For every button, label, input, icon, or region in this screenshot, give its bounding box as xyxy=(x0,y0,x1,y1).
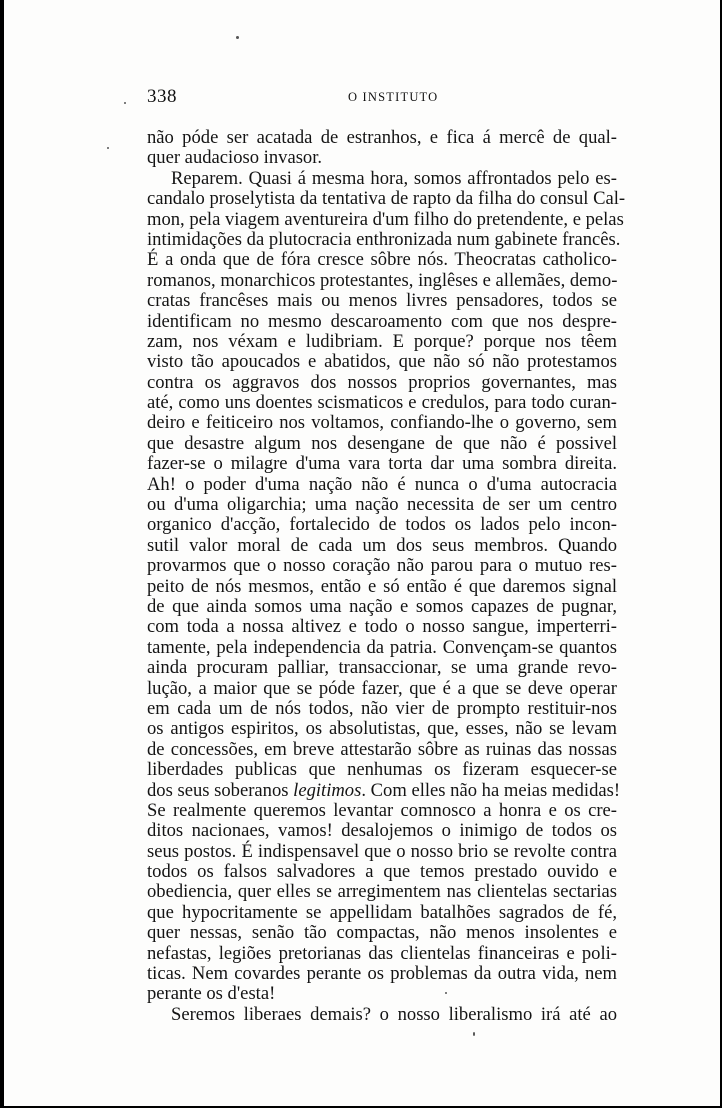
scan-speck xyxy=(445,992,447,994)
text-line: liberdades publicas que nenhumas os fizeram esquecer-se xyxy=(147,759,617,781)
text-line: obediencia, quer elles se arregimentem nas clientelas sectarias xyxy=(147,881,617,903)
text-line: em cada um de nós todos, não vier de prompto restituir-nos xyxy=(147,697,617,719)
text-line: com toda a nossa altivez e todo o nosso sangue, imperterri- xyxy=(147,616,617,638)
text-line: nefastas, legiões pretorianas das clientelas financeiras e poli- xyxy=(147,942,617,964)
journal-title: O INSTITUTO xyxy=(348,90,439,104)
text-line: deiro e feiticeiro nos voltamos, confiando-lhe o governo, sem xyxy=(147,412,617,434)
text-line: Ah! o poder d'uma nação não é nunca o d'uma autocracia xyxy=(147,473,617,495)
text-line: identificam no mesmo descaroamento com que nos despre- xyxy=(147,310,617,332)
text-line: lução, a maior que se póde fazer, que é a que se deve operar xyxy=(147,677,617,699)
text-line: intimidações da plutocracia enthronizada num gabinete francês. xyxy=(147,228,621,250)
text-line: cratas francêses mais ou menos livres pensadores, todos se xyxy=(147,290,617,312)
italic-word: legitimos xyxy=(293,779,362,801)
text-line: quer audacioso invasor. xyxy=(147,147,323,169)
text-line: ditos nacionaes, vamos! desalojemos o inimigo de todos os xyxy=(147,820,617,842)
text-line: que hypocritamente se appellidam batalhões sagrados de fé, xyxy=(147,901,617,923)
text-line: Seremos liberaes demais? o nosso liberalismo irá até ao xyxy=(171,1003,617,1025)
text-line: tamente, pela independencia da patria. Convençam-se quantos xyxy=(147,636,617,658)
text-line: seus postos. É indispensavel que o nosso brio se revolte contra xyxy=(147,840,617,862)
text-line: visto tão apoucados e abatidos, que não só não protestamos xyxy=(147,351,617,373)
text-line: de concessões, em breve attestarão sôbre as ruinas das nossas xyxy=(147,738,617,760)
text-line: ainda procuram palliar, transaccionar, se uma grande revo- xyxy=(147,657,617,679)
text-line: quer nessas, senão tão compactas, não menos insolentes e xyxy=(147,922,617,944)
text-line: sutil valor moral de cada um dos seus membros. Quando xyxy=(147,534,617,556)
text-line: romanos, monarchicos protestantes, inglêses e allemães, demo- xyxy=(147,269,618,291)
text-line: contra os aggravos dos nossos proprios governantes, mas xyxy=(147,371,617,393)
scan-speck xyxy=(124,102,126,104)
text-line: mon, pela viagem aventureira d'um filho do pretendente, e pelas xyxy=(147,208,624,230)
text-line: provarmos que o nosso coração não parou para o mutuo res- xyxy=(147,555,617,577)
text-line: que desastre algum nos desengane de que não é possivel xyxy=(147,432,617,454)
text-line: perante os d'esta! xyxy=(147,983,276,1005)
text-line: dos seus soberanos legitimos. Com elles não ha meias medidas! xyxy=(147,779,621,801)
body-text xyxy=(147,127,626,1025)
text-line: todos os falsos salvadores a que temos prestado ouvido e xyxy=(147,861,617,883)
text-line: ticas. Nem covardes perante os problemas da outra vida, nem xyxy=(147,963,617,985)
text-line: fazer-se o milagre d'uma vara torta dar uma sombra direita. xyxy=(147,453,617,475)
text-line: Se realmente queremos levantar comnosco a honra e os cre- xyxy=(147,799,617,821)
text-line: de que ainda somos uma nação e somos capazes de pugnar, xyxy=(147,595,617,617)
scan-speck xyxy=(473,1032,475,1036)
text-line: zam, nos véxam e ludibriam. E porque? porque nos têem xyxy=(147,330,617,352)
scan-speck xyxy=(236,36,239,39)
text-line: organico d'acção, fortalecido de todos os lados pelo incon- xyxy=(147,514,617,536)
text-line: peito de nós mesmos, então e só então é que daremos signal xyxy=(147,575,617,597)
page-number: 338 xyxy=(147,86,177,107)
scan-speck xyxy=(107,147,109,149)
text-line: não póde ser acatada de estranhos, e fica á mercê de qual- xyxy=(147,127,617,148)
text-line: candalo proselytista da tentativa de rapto da filha do consul Cal- xyxy=(147,188,626,210)
text-line: os antigos espiritos, os absolutistas, que, esses, não se levam xyxy=(147,718,617,740)
text-line: ou d'uma oligarchia; uma nação necessita de ser um centro xyxy=(147,494,617,516)
running-head xyxy=(147,86,617,112)
text-line: até, como uns doentes scismaticos e credulos, para todo curan- xyxy=(147,392,617,414)
text-line: Reparem. Quasi á mesma hora, somos affrontados pelo es- xyxy=(171,167,617,189)
text-line: É a onda que de fóra cresce sôbre nós. Theocratas catholico- xyxy=(147,249,617,271)
